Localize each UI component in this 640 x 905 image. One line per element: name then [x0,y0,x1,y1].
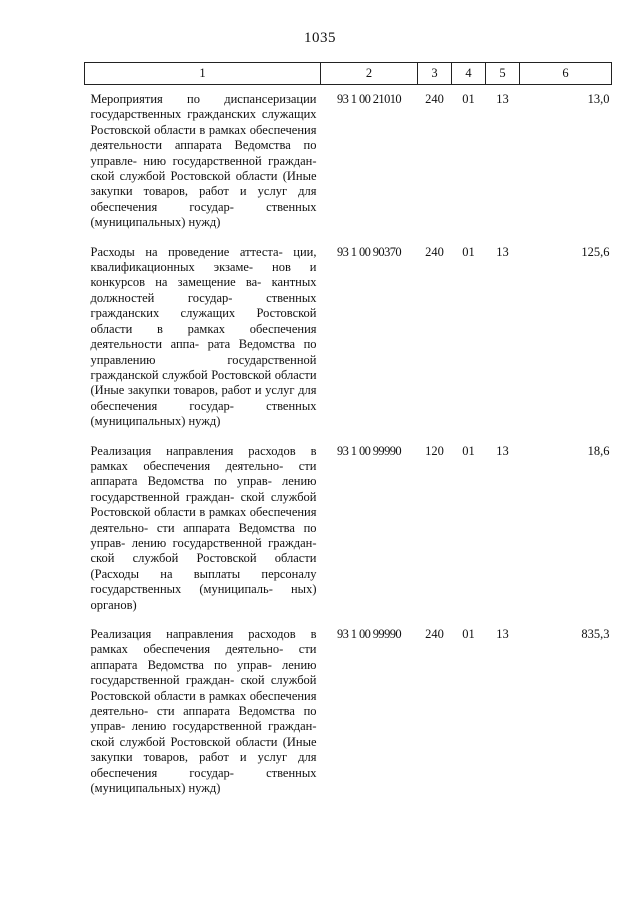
budget-classification-code: 93 1 00 90370 [336,244,402,259]
description-line: услуг для обеспечения государ- [90,750,317,780]
description-line: государственных гражданских [90,107,256,122]
description-line: в рамках обеспечения деятельно- [90,505,317,535]
section-code: 01 [462,244,475,259]
table-row [85,85,612,238]
header-col-4: 4 [452,63,486,85]
description-line: лению государственной граждан- [90,657,317,688]
description-line: служащих Ростовской области в [90,107,317,137]
header-col-1: 1 [85,63,321,85]
description-line: ской службой Ростовской области [90,489,317,520]
description-line: Реализация направления расходов [90,443,296,458]
subsection-code: 13 [496,92,509,106]
amount-value: 18,6 [587,443,610,458]
description-line: лению государственной граждан- [90,474,317,504]
amount-value: 125,6 [581,244,610,259]
description-line: ской службой Ростовской области [90,673,317,703]
description-line: ской службой Ростовской области [90,169,278,184]
header-col-2: 2 [321,63,418,85]
amount-value: 835,3 [581,627,610,641]
subsection-code: 13 [496,443,509,458]
section-code: 01 [462,627,475,641]
description-line: ственных (муниципальных) нужд) [90,199,317,230]
description-line: государственной гражданской [90,352,317,382]
budget-classification-code: 93 1 00 21010 [336,92,402,106]
expense-type-code: 240 [425,244,444,259]
expense-type-code: 240 [425,92,444,106]
budget-table [84,62,612,803]
expense-description [85,85,321,238]
description-line: (Расходы на выплаты персоналу [90,566,317,581]
expense-description [85,620,321,803]
description-line: ственных (муниципальных) нужд) [90,398,317,429]
header-col-5: 5 [486,63,520,85]
description-line: Мероприятия по диспансеризации [90,92,317,106]
description-line: рата Ведомства по управлению [90,337,317,367]
expense-type-code: 120 [425,443,444,458]
header-col-3: 3 [418,63,452,85]
table-header-row [85,63,612,85]
table-row [85,238,612,437]
description-line: услуг для обеспечения государ- [90,184,317,214]
description-line: лению государственной граждан- [131,535,317,550]
description-line: ных) органов) [90,582,317,612]
description-line: сти аппарата Ведомства по управ- [90,704,317,734]
description-line: службой Ростовской области [162,367,317,382]
description-line: ственных (муниципальных) нужд) [90,765,317,796]
description-line: ции, квалификационных экзаме- [90,244,317,275]
description-line: сти аппарата Ведомства по управ- [90,458,317,489]
description-line: ской службой Ростовской области [90,734,278,749]
expense-type-code: 240 [425,627,444,641]
table-row [85,620,612,803]
description-line: аппарата Ведомства по управле- [90,138,317,168]
description-line: в рамках обеспечения деятельно- [90,688,317,719]
description-line: (Иные закупки товаров, работ и [90,734,317,765]
amount-value: 13,0 [587,92,610,106]
description-line: ственных гражданских служащих [90,290,317,321]
description-line: Расходы на проведение аттеста- [90,244,283,259]
budget-classification-code: 93 1 00 99990 [336,443,402,458]
section-code: 01 [462,443,475,458]
table-row [85,437,612,620]
description-line: кантных должностей государ- [90,275,317,305]
description-line: (Иные закупки товаров, работ и [90,383,262,398]
description-line: нию государственной граждан- [143,153,317,168]
description-line: рамках обеспечения деятельности [90,122,317,153]
page-number: 1035 [304,30,336,46]
subsection-code: 13 [496,627,509,641]
expense-description [85,437,321,620]
section-code: 01 [462,92,475,106]
description-line: лению государственной граждан- [131,719,317,734]
description-line: Ростовской области в рамках [90,306,317,336]
subsection-code: 13 [496,244,509,259]
expense-description [85,238,321,437]
description-line: ской службой Ростовской области [90,551,317,566]
description-line: нов и конкурсов на замещение ва- [90,260,317,290]
description-line: сти аппарата Ведомства по управ- [90,642,317,672]
description-line: сти аппарата Ведомства по управ- [90,520,317,550]
description-line: в рамках обеспечения деятельно- [90,443,317,473]
header-col-6: 6 [520,63,612,85]
description-line: в рамках обеспечения деятельно- [90,627,317,657]
description-line: Реализация направления расходов [90,627,296,641]
budget-classification-code: 93 1 00 99990 [336,627,402,641]
description-line: услуг для обеспечения государ- [90,383,317,413]
description-line: обеспечения деятельности аппа- [90,321,317,352]
description-line: государственных (муниципаль- [90,582,273,597]
description-line: (Иные закупки товаров, работ и [90,169,317,199]
